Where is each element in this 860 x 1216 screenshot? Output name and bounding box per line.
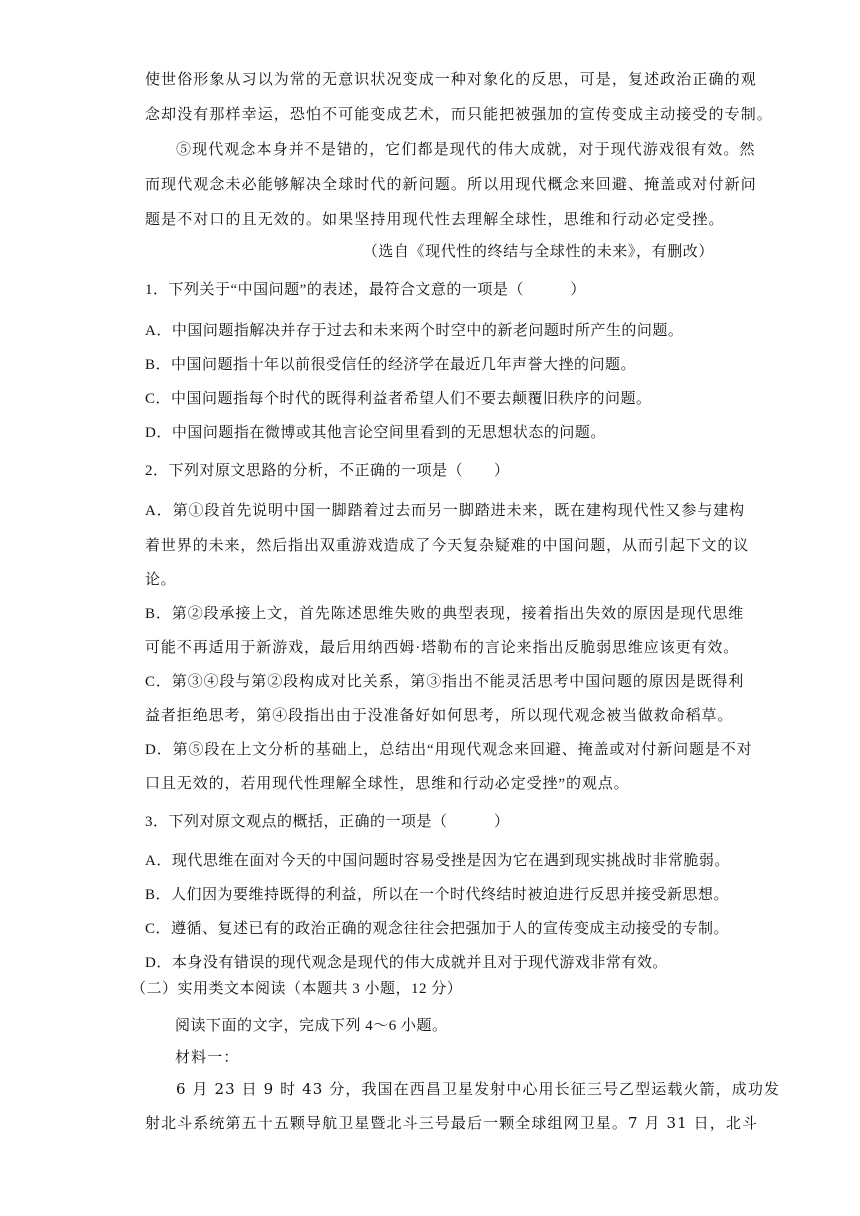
question-1-option-b[interactable]: B．中国问题指十年以前很受信任的经济学在最近几年声誉大挫的问题。 [145,357,637,373]
passage-line: 而现代观念未必能够解决全球时代的新问题。所以用现代概念来回避、掩盖或对付新问 [145,175,757,193]
material-label: 材料一： [175,1048,240,1066]
question-3-option-c[interactable]: C．遵循、复述已有的政治正确的观念往往会把强加于人的宣传变成主动接受的专制。 [145,921,730,937]
question-2-option-d-cont: 口且无效的，若用现代性理解全球性，思维和行动必定受挫”的观点。 [145,776,630,792]
question-2-option-b[interactable]: B．第②段承接上文，首先陈述思维失败的典型表现，接着指出失效的原因是现代思维 [145,606,745,622]
question-1-option-a[interactable]: A．中国问题指解决并存于过去和未来两个时空中的新老问题时所产生的问题。 [145,323,684,339]
question-2-option-c[interactable]: C．第③④段与第②段构成对比关系，第③指出不能灵活思考中国问题的原因是既得利 [145,674,745,690]
material-line: 6 月 23 日 9 时 43 分，我国在西昌卫星发射中心用长征三号乙型运载火箭，成功发 [176,1080,781,1098]
question-3-option-b[interactable]: B．人们因为要维持既得的利益，所以在一个时代终结时被迫进行反思并接受新思想。 [145,887,730,903]
section-2-instruction: 阅读下面的文字，完成下列 4～6 小题。 [175,1018,448,1034]
question-1-option-d[interactable]: D．中国问题指在微博或其他言论空间里看到的无思想状态的问题。 [145,425,606,441]
question-2-option-d[interactable]: D．第⑤段在上文分析的基础上，总结出“用现代观念来回避、掩盖或对付新问题是不对 [145,742,753,758]
question-2-option-a-cont: 论。 [145,572,177,588]
passage-line: 使世俗形象从习以为常的无意识状况变成一种对象化的反思，可是，复述政治正确的观 [145,70,757,88]
question-3-option-a[interactable]: A．现代思维在面对今天的中国问题时容易受挫是因为它在遇到现实挑战时非常脆弱。 [145,853,730,869]
question-2-option-b-cont: 可能不再适用于新游戏，最后用纳西姆·塔勒布的言论来指出反脆弱思维应该更有效。 [145,640,740,656]
passage-source: （选自《现代性的终结与全球性的未来》，有删改） [362,242,714,260]
question-1-stem: 1．下列关于“中国问题”的表述，最符合文意的一项是（ ） [145,282,586,298]
section-2-heading: （二）实用类文本阅读（本题共 3 小题，12 分） [131,981,463,997]
question-2-stem: 2．下列对原文思路的分析，不正确的一项是（ ） [145,463,510,479]
question-2-option-a[interactable]: A．第①段首先说明中国一脚踏着过去而另一脚踏进未来，既在建构现代性又参与建构 [145,503,746,519]
passage-line: 题是不对口的且无效的。如果坚持用现代性去理解全球性，思维和行动必定受挫。 [145,210,725,228]
material-line: 射北斗系统第五十五颗导航卫星暨北斗三号最后一颗全球组网卫星。7 月 31 日，北斗 [145,1114,759,1132]
passage-line: 念却没有那样幸运，恐怕不可能变成艺术，而只能把被强加的宣传变成主动接受的专制。 [145,105,773,123]
question-2-option-a-cont: 着世界的未来，然后指出双重游戏造成了今天复杂疑难的中国问题，从而引起下文的议 [145,538,750,554]
question-2-option-c-cont: 益者拒绝思考，第④段指出由于没准备好如何思考，所以现代观念被当做救命稻草。 [145,708,734,724]
question-1-option-c[interactable]: C．中国问题指每个时代的既得利益者希望人们不要去颠覆旧秩序的问题。 [145,391,652,407]
passage-line: ⑤现代观念本身并不是错的，它们都是现代的伟大成就，对于现代游戏很有效。然 [176,140,756,158]
question-3-stem: 3．下列对原文观点的概括，正确的一项是（ ） [145,814,510,830]
question-3-option-d[interactable]: D．本身没有错误的现代观念是现代的伟大成就并且对于现代游戏非常有效。 [145,955,668,971]
